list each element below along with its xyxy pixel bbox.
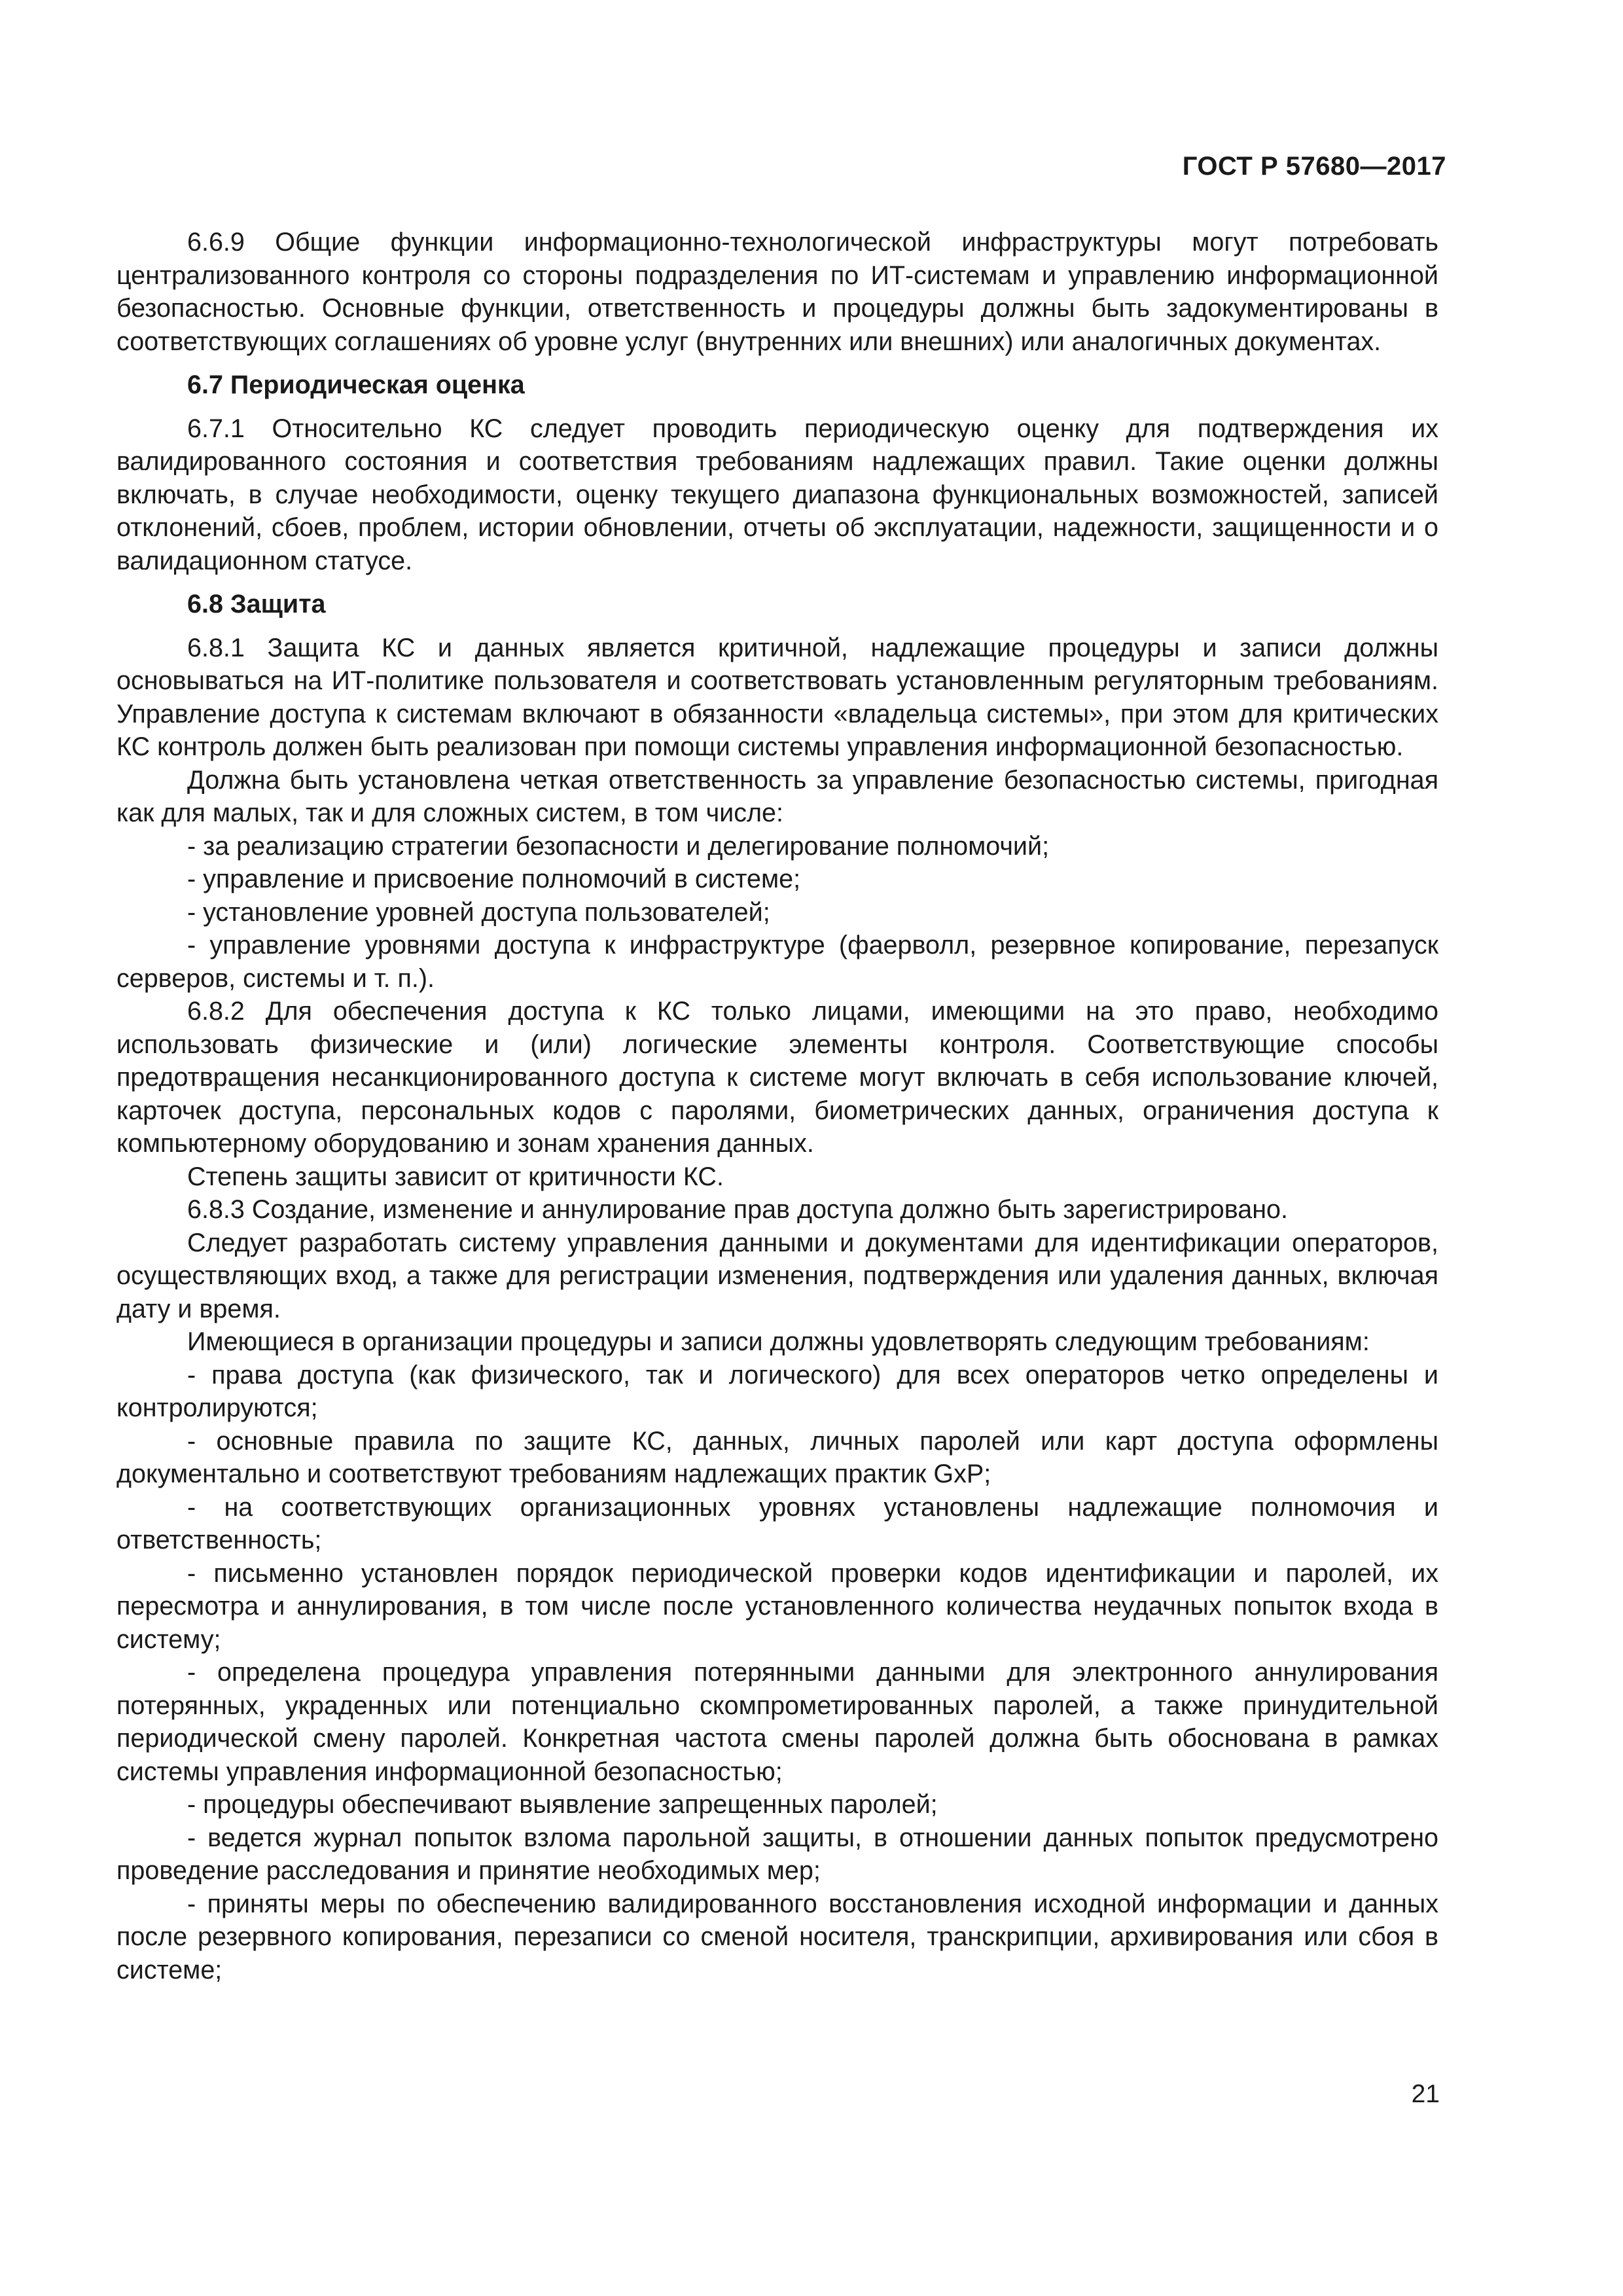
- paragraph-6-7-1: 6.7.1 Относительно КС следует проводить периодическую оценку для подтверждения их валидированного состояния и соответствия требованиям надлежащих правил. Такие оценки должны включать, в случае необходимости, оценку текущего диапазона функциональных возможностей, записей отклонений, сбоев, проблем, истории обновлении, отчеты об эксплуатации, надежности, защищенности и о валидационном статусе.: [116, 414, 1438, 575]
- paragraph-6-8-3: 6.8.3 Создание, изменение и аннулирование прав доступа должно быть зарегистрировано.: [187, 1195, 1288, 1224]
- paragraph-6-6-9: 6.6.9 Общие функции информационно-технологической инфраструктуры могут потребовать централизованного контроля со стороны подразделения по ИТ-системам и управлению информационной безопасностью. Основные функции, ответственность и процедуры должны быть задокументированы в соответствующих соглашениях об уровне услуг (внутренних или внешних) или аналогичных документах.: [116, 228, 1438, 356]
- paragraph-protection-degree: Степень защиты зависит от критичности КС.: [187, 1162, 724, 1191]
- list-item: - письменно установлен порядок периодической проверки кодов идентификации и паролей, их пересмотра и аннулирования, в том числе после установленного количества неудачных попыток входа в систему;: [116, 1558, 1438, 1654]
- paragraph-requirements-intro: Имеющиеся в организации процедуры и записи должны удовлетворять следующим требованиям:: [187, 1327, 1370, 1356]
- list-item: - права доступа (как физического, так и логического) для всех операторов четко определены и контролируются;: [116, 1360, 1438, 1422]
- paragraph-6-8-2: 6.8.2 Для обеспечения доступа к КС только лицами, имеющими на это право, необходимо использовать физические и (или) логические элементы контроля. Соответствующие способы предотвращения несанкционированного доступа к системе могут включать в себя использование ключей, карточек доступа, персональных кодов с паролями, биометрических данных, ограничения доступа к компьютерному оборудованию и зонам хранения данных.: [116, 997, 1438, 1158]
- document-body: [116, 226, 1438, 1986]
- list-item: - ведется журнал попыток взлома парольной защиты, в отношении данных попыток предусмотрено проведение расследования и принятие необходимых мер;: [116, 1823, 1438, 1885]
- paragraph-6-8-1: 6.8.1 Защита КС и данных является критичной, надлежащие процедуры и записи должны основываться на ИТ-политике пользователя и соответствовать установленным регуляторным требованиям. Управление доступа к системам включают в обязанности «владельца системы», при этом для критических КС контроль должен быть реализован при помощи системы управления информационной безопасностью.: [116, 633, 1438, 761]
- list-item: - управление и присвоение полномочий в системе;: [187, 865, 801, 893]
- document-code-header: ГОСТ Р 57680—2017: [1182, 152, 1446, 181]
- section-heading-6-8: 6.8 Защита: [187, 590, 326, 619]
- paragraph-data-management: Следует разработать систему управления данными и документами для идентификации операторов, осуществляющих вход, а также для регистрации изменения, подтверждения или удаления данных, включая дату и время.: [116, 1228, 1438, 1323]
- section-heading-6-7: 6.7 Периодическая оценка: [187, 370, 525, 399]
- paragraph-responsibility: Должна быть установлена четкая ответственность за управление безопасностью системы, пригодная как для малых, так и для сложных систем, в том числе:: [116, 765, 1438, 827]
- list-item: - процедуры обеспечивают выявление запрещенных паролей;: [187, 1790, 938, 1819]
- list-item: - установление уровней доступа пользователей;: [187, 897, 770, 927]
- list-item: - определена процедура управления потерянными данными для электронного аннулирования потерянных, украденных или потенциально скомпрометированных паролей, а также принудительной периодической смену паролей. Конкретная частота смены паролей должна быть обоснована в рамках системы управления информационной безопасностью;: [116, 1658, 1438, 1786]
- list-item: - за реализацию стратегии безопасности и делегирование полномочий;: [187, 831, 1050, 861]
- list-item: - приняты меры по обеспечению валидированного восстановления исходной информации и данных после резервного копирования, перезаписи со сменой носителя, транскрипции, архивирования или сбоя в системе;: [116, 1889, 1438, 1984]
- list-item: - управление уровнями доступа к инфраструктуре (фаерволл, резервное копирование, перезапуск серверов, системы и т. п.).: [116, 931, 1438, 993]
- list-item: - основные правила по защите КС, данных, личных паролей или карт доступа оформлены документально и соответствуют требованиям надлежащих практик GxP;: [116, 1426, 1438, 1488]
- list-item: - на соответствующих организационных уровнях установлены надлежащие полномочия и ответственность;: [116, 1492, 1438, 1554]
- page-number: 21: [1411, 2080, 1440, 2108]
